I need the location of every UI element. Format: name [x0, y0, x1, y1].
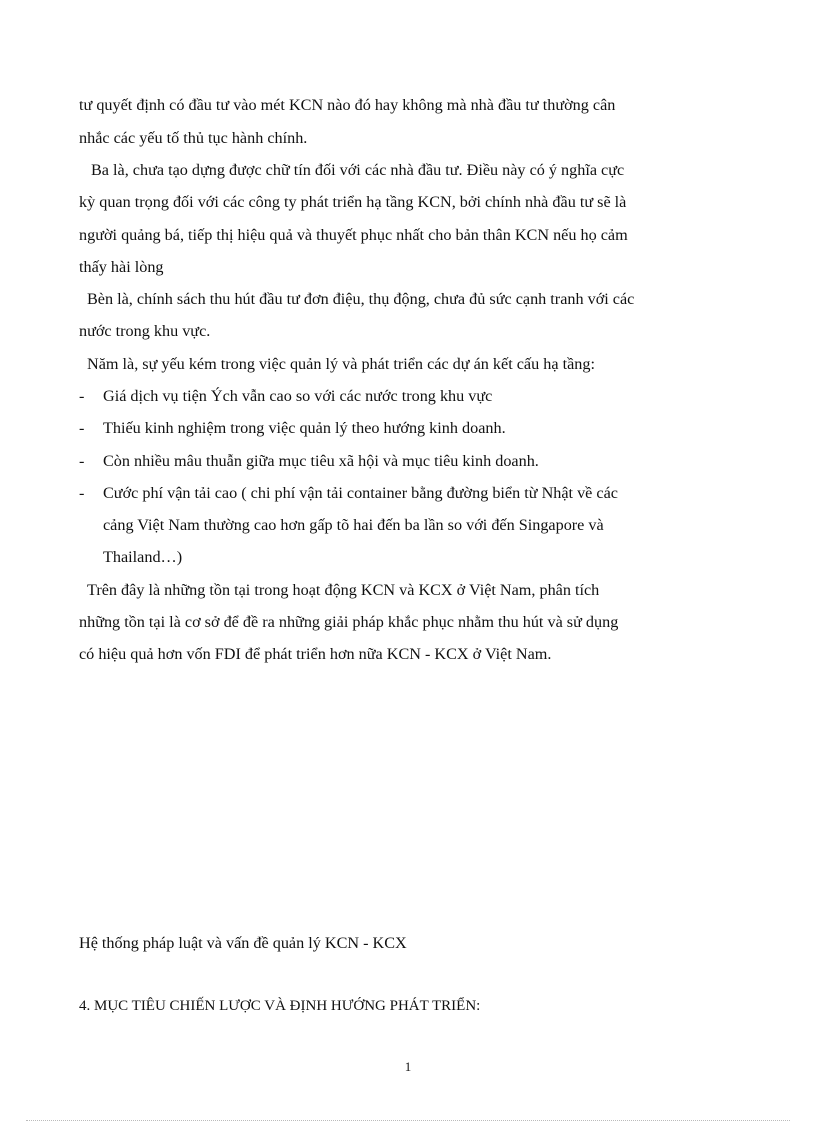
paragraph-2-line-4: thấy hài lòng [79, 258, 164, 276]
page-number: 1 [404, 1059, 412, 1074]
section-4-heading: 4. MỤC TIÊU CHIẾN LƯỢC VÀ ĐỊNH HƯỚNG PHÁT TRIỂN: [79, 998, 481, 1014]
bullet-4-dash: - [79, 484, 85, 502]
paragraph-3-line-1: Bèn là, chính sách thu hút đầu tư đơn điệu, thụ động, chưa đủ sức cạnh tranh với các [87, 290, 635, 308]
paragraph-2-line-3: người quảng bá, tiếp thị hiệu quả và thuyết phục nhất cho bản thân KCN nếu họ cảm [79, 226, 628, 244]
conclusion-line-3: có hiệu quả hơn vốn FDI để phát triển hơn nữa KCN - KCX ở Việt Nam. [79, 645, 552, 663]
conclusion-line-2: những tồn tại là cơ sở để đề ra những giải pháp khắc phục nhằm thu hút và sử dụng [79, 613, 619, 631]
paragraph-3-line-2: nước trong khu vực. [79, 322, 211, 340]
paragraph-1-line-1: tư quyết định có đầu tư vào mét KCN nào đó hay không mà nhà đầu tư thường cân [79, 96, 616, 114]
page-bottom-divider [26, 1120, 790, 1121]
bullet-3-text: Còn nhiều mâu thuẫn giữa mục tiêu xã hội và mục tiêu kinh doanh. [103, 452, 539, 470]
bullet-2-text: Thiếu kinh nghiệm trong việc quản lý theo hướng kinh doanh. [103, 419, 506, 437]
conclusion-line-1: Trên đây là những tồn tại trong hoạt động KCN và KCX ở Việt Nam, phân tích [87, 581, 600, 599]
bullet-4-line-3: Thailand…) [103, 548, 183, 566]
paragraph-2-line-1: Ba là, chưa tạo dựng được chữ tín đối với các nhà đầu tư. Điều này có ý nghĩa cực [91, 161, 625, 179]
bullet-1-text: Giá dịch vụ tiện Ých vẫn cao so với các nước trong khu vực [103, 387, 493, 405]
paragraph-2-line-2: kỳ quan trọng đối với các công ty phát triển hạ tầng KCN, bởi chính nhà đầu tư sẽ là [79, 193, 627, 211]
legal-system-heading: Hệ thống pháp luật và vấn đề quản lý KCN - KCX [79, 934, 407, 952]
bullet-2-dash: - [79, 419, 85, 437]
bullet-1-dash: - [79, 387, 85, 405]
paragraph-4-line-1: Năm là, sự yếu kém trong việc quản lý và phát triển các dự án kết cấu hạ tầng: [87, 355, 595, 373]
bullet-4-line-1: Cước phí vận tải cao ( chi phí vận tải container bằng đường biển từ Nhật về các [103, 484, 618, 502]
bullet-4-line-2: cảng Việt Nam thường cao hơn gấp tõ hai đến ba lần so với đến Singapore và [103, 516, 604, 534]
paragraph-1-line-2: nhắc các yếu tố thủ tục hành chính. [79, 129, 308, 147]
bullet-3-dash: - [79, 452, 85, 470]
